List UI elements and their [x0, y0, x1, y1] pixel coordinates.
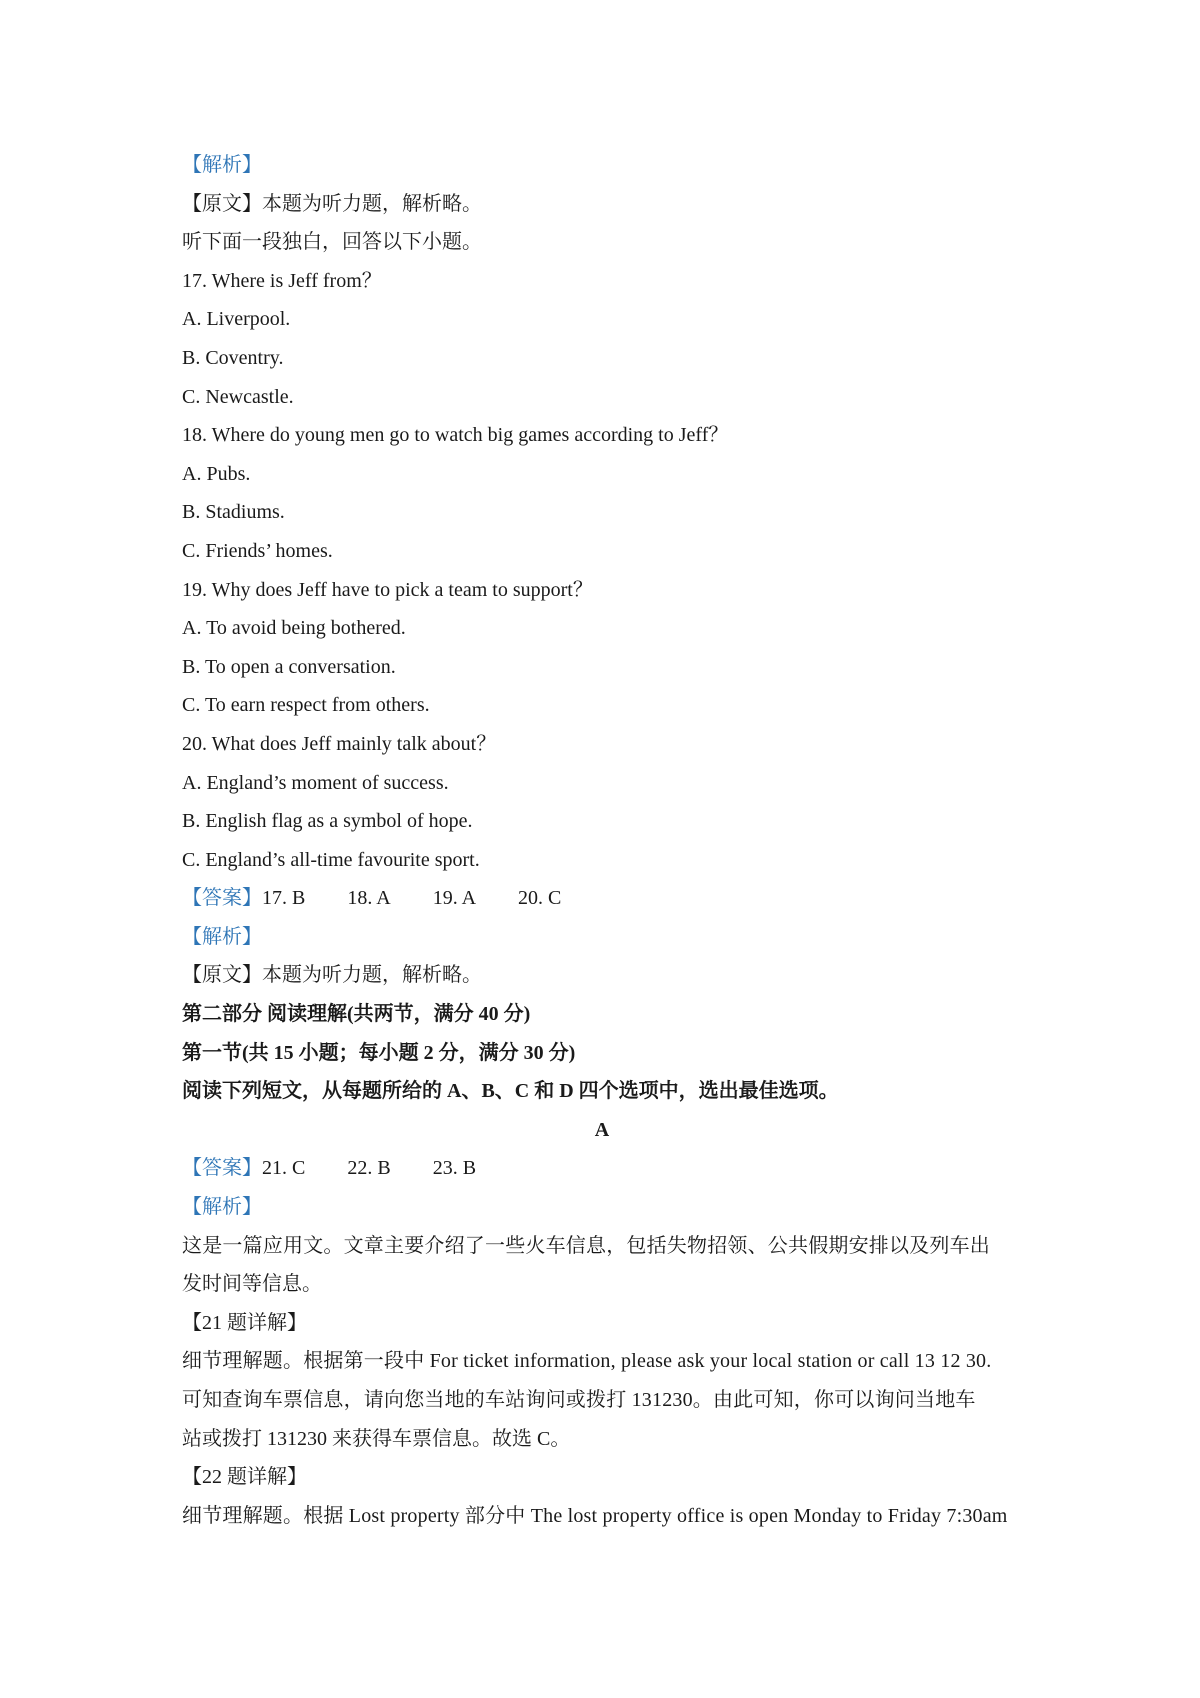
question-18-option-b: B. Stadiums. — [182, 501, 285, 524]
question-17-option-c: C. Newcastle. — [182, 385, 294, 408]
answer-item: 18. A — [347, 887, 391, 910]
answer-label: 【答案】 — [182, 887, 262, 910]
question-18-stem: 18. Where do young men go to watch big games according to Jeff？ — [182, 424, 729, 447]
analysis-label: 【解析】 — [182, 1196, 262, 1219]
answer-item: 21. C — [262, 1157, 306, 1180]
passage-label: A — [594, 1118, 610, 1141]
answers-21-23 — [182, 1149, 1022, 1188]
question-19-option-a: A. To avoid being bothered. — [182, 617, 406, 640]
question-17-option-b: B. Coventry. — [182, 346, 284, 369]
question-20-option-a: A. England’s moment of success. — [182, 771, 449, 794]
q22-detail-title: 【22 题详解】 — [182, 1466, 307, 1489]
answer-item: 23. B — [432, 1157, 477, 1180]
section-one-heading: 第一节(共 15 小题；每小题 2 分，满分 30 分) — [182, 1041, 576, 1064]
reading-instruction: 阅读下列短文，从每题所给的 A、B、C 和 D 四个选项中，选出最佳选项。 — [182, 1080, 839, 1103]
answer-item: 17. B — [262, 887, 306, 910]
answer-item: 22. B — [347, 1157, 391, 1180]
q21-detail-line: 细节理解题。根据第一段中 For ticket information, please ask your local station or call 13 12 30. — [182, 1350, 992, 1373]
question-17-stem: 17. Where is Jeff from？ — [182, 269, 382, 292]
answers-17-20 — [182, 879, 1022, 918]
answer-item: 20. C — [518, 887, 562, 910]
question-18-option-a: A. Pubs. — [182, 462, 251, 485]
answer-label: 【答案】 — [182, 1157, 262, 1180]
part-two-heading: 第二部分 阅读理解(共两节，满分 40 分) — [182, 1003, 531, 1026]
question-18-option-c: C. Friends’ homes. — [182, 539, 333, 562]
question-19-option-b: B. To open a conversation. — [182, 655, 396, 678]
passage-summary-line: 这是一篇应用文。文章主要介绍了一些火车信息，包括失物招领、公共假期安排以及列车出 — [182, 1234, 990, 1257]
question-17-option-a: A. Liverpool. — [182, 308, 291, 331]
q21-detail-title: 【21 题详解】 — [182, 1311, 307, 1334]
question-19-option-c: C. To earn respect from others. — [182, 694, 430, 717]
listening-instruction: 听下面一段独白，回答以下小题。 — [182, 231, 482, 254]
original-text-note: 【原文】本题为听力题，解析略。 — [182, 192, 482, 215]
question-20-option-b: B. English flag as a symbol of hope. — [182, 810, 473, 833]
page-content — [182, 146, 1022, 1535]
q22-detail-line: 细节理解题。根据 Lost property 部分中 The lost property office is open Monday to Friday 7:30am — [182, 1504, 1008, 1527]
q21-detail-line: 可知查询车票信息，请向您当地的车站询问或拨打 131230。由此可知，你可以询问当地车 — [182, 1389, 976, 1411]
original-text-note: 【原文】本题为听力题，解析略。 — [182, 964, 482, 987]
answer-item: 19. A — [432, 887, 477, 910]
analysis-label: 【解析】 — [182, 154, 262, 176]
analysis-label: 【解析】 — [182, 925, 262, 948]
question-19-stem: 19. Why does Jeff have to pick a team to support？ — [182, 578, 593, 601]
passage-summary-line: 发时间等信息。 — [182, 1273, 322, 1296]
q21-detail-line: 站或拨打 131230 来获得车票信息。故选 C。 — [182, 1427, 571, 1450]
question-20-stem: 20. What does Jeff mainly talk about？ — [182, 732, 497, 755]
question-20-option-c: C. England’s all-time favourite sport. — [182, 848, 480, 871]
